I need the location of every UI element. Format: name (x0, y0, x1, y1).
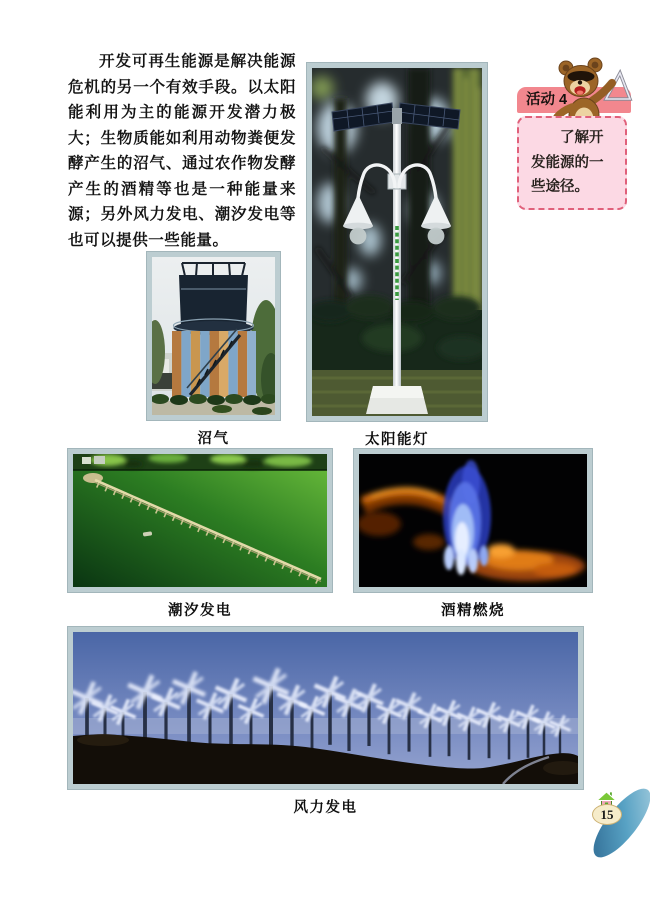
caption-alcohol-burning: 酒精燃烧 (441, 603, 505, 619)
activity-title: 活动 4 (517, 87, 631, 113)
biogas-photo (146, 251, 281, 421)
alcohol-burning-photo (353, 448, 593, 593)
wind-power-photo (67, 626, 584, 790)
activity-callout (517, 87, 631, 210)
page-number-badge: 15 (592, 804, 622, 825)
figure-solar-lamp (306, 62, 488, 449)
caption-solar-lamp: 太阳能灯 (365, 432, 429, 448)
caption-wind-power: 风力发电 (293, 800, 358, 816)
caption-biogas: 沼气 (197, 431, 230, 447)
tidal-power-photo (67, 448, 333, 593)
solar-lamp-photo (306, 62, 488, 422)
figure-tidal-power (67, 448, 333, 620)
figure-wind-power (67, 626, 584, 817)
page-swoosh-decoration (584, 781, 650, 866)
caption-tidal-power: 潮汐发电 (168, 603, 232, 619)
figure-alcohol-burning (353, 448, 593, 620)
figure-biogas (146, 251, 281, 448)
body-paragraph: 开发可再生能源是解决能源危机的另一个有效手段。以太阳能利用为主的能源开发潜力极大；生物质能如利用动物粪便发酵产生的沼气、通过农作物发酵产生的酒精等也是一种能量来源；另外风力发电、潮汐发电等也可以提供一些能量。 (68, 53, 296, 249)
activity-description: 了解开发能源的一些途径。 (517, 116, 627, 210)
